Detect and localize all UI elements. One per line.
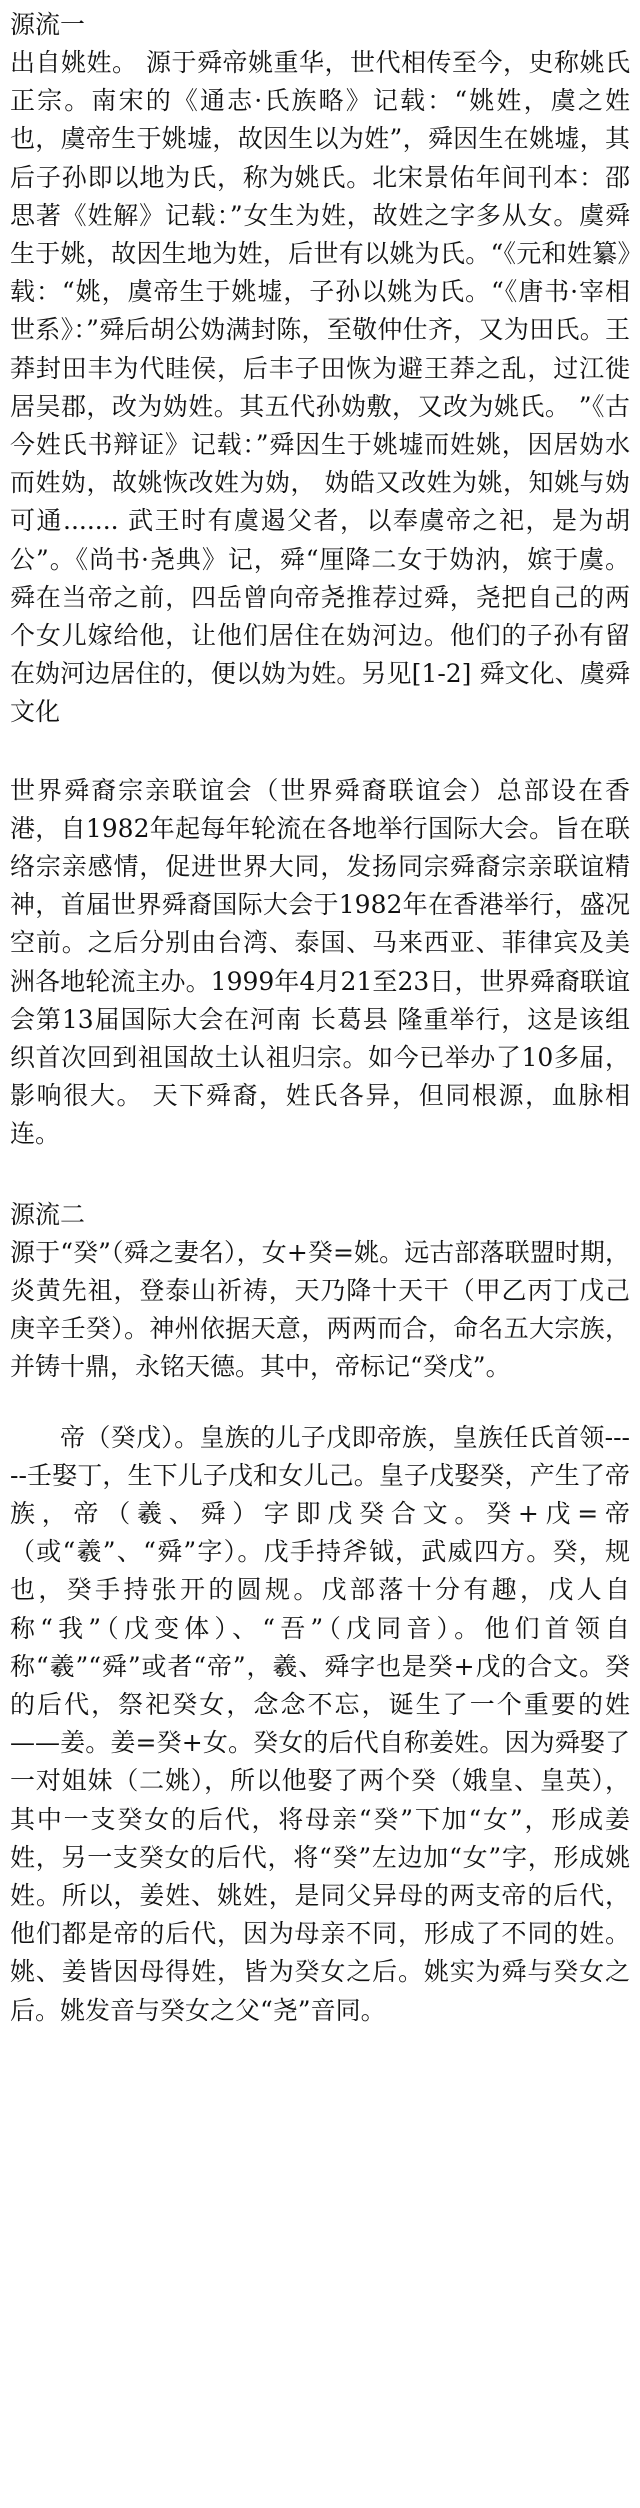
section-origin-one bbox=[10, 6, 630, 1154]
section-origin-two bbox=[10, 1196, 630, 2030]
section-title: 源流一 bbox=[10, 10, 86, 39]
paragraph-spacer bbox=[10, 732, 630, 772]
section-title: 源流二 bbox=[10, 1199, 86, 1229]
paragraph-gui-origin: 源于“癸”（舜之妻名），女+癸=姚。远古部落联盟时期，炎黄先祖，登泰山祈祷，天乃降十天干（甲乙丙丁戊己庚辛壬癸）。神州依据天意，两两而合，命名五大宗族，并铸十鼎，永铭天德。其中，帝标记“癸戊”。 bbox=[10, 1237, 630, 1382]
section-spacer bbox=[10, 1154, 630, 1196]
paragraph-spacer bbox=[10, 1387, 630, 1419]
paragraph-yao-surname-origin: 出自姚姓。 源于舜帝姚重华，世代相传至今，史称姚氏正宗。南宋的《通志·氏族略》记载：“姚姓，虞之姓也，虞帝生于姚墟，故因生以为姓”，舜因生在姚墟，其后子孙即以地为氏，称为姚氏。北宋景佑年间刊本：邵思著《姓解》记载：”女生为姓，故姓之字多从女。虞舜生于姚，故因生地为姓，后世有以姚为氏。“《元和姓纂》载：“姚，虞帝生于姚墟，子孙以姚为氏。“《唐书·宰相世系》：”舜后胡公妫满封陈，至敬仲仕齐，又为田氏。王莽封田丰为代眭侯，后丰子田恢为避王莽之乱，过江徙居吴郡，改为妫姓。其五代孙妫敷，又改为姚氏。 ”《古今姓氏书辩证》记载：”舜因生于姚墟而姓姚，因居妫水而姓妫，故姚恢改姓为妫， 妫皓又改姓为姚，知姚与妫可通....... 武王时有虞遏父者，以奉虞帝之祀，是为胡公”。《尚书·尧典》记，舜“厘降二女于妫汭，嫔于虞。 舜在当帝之前，四岳曾向帝尧推荐过舜，尧把自己的两个女儿嫁给他，让他们居住在妫河边。他们的子孙有留在妫河边居住的，便以妫为姓。另见[1-2] 舜文化、虞舜文化 bbox=[10, 48, 630, 727]
paragraph-di-gui-wu: 帝（癸戊）。皇族的儿子戊即帝族，皇族任氏首领-----壬娶丁，生下儿子戊和女儿己。皇子戊娶癸，产生了帝族，帝（羲、舜）字即戊癸合文。癸+戊=帝（或“羲”、“舜”字）。戊手持斧钺，武威四方。癸，规也，癸手持张开的圆规。戊部落十分有趣，戊人自称“我”（戊变体）、“吾”（戊同音）。他们首领自称“羲”“舜”或者“帝”，羲、舜字也是癸+戊的合文。癸的后代，祭祀癸女，念念不忘，诞生了一个重要的姓——姜。姜=癸+女。癸女的后代自称姜姓。因为舜娶了一对姐妹（二姚），所以他娶了两个癸（娥皇、皇英），其中一支癸女的后代，将母亲“癸”下加“女”，形成姜姓，另一支癸女的后代，将“癸”左边加“女”字，形成姚姓。所以，姜姓、姚姓，是同父异母的两支帝的后代，他们都是帝的后代，因为母亲不同，形成了不同的姓。姚、姜皆因母得姓，皆为癸女之后。姚实为舜与癸女之后。姚发音与癸女之父“尧”音同。 bbox=[10, 1422, 630, 2025]
paragraph-shun-clan-association: 世界舜裔宗亲联谊会（世界舜裔联谊会）总部设在香港，自1982年起每年轮流在各地举行国际大会。旨在联络宗亲感情，促进世界大同，发扬同宗舜裔宗亲联谊精神，首届世界舜裔国际大会于1982年在香港举行，盛况空前。之后分别由台湾、泰国、马来西亚、菲律宾及美洲各地轮流主办。1999年4月21至23日，世界舜裔联谊会第13届国际大会在河南 长葛县 隆重举行，这是该组织首次回到祖国故土认祖归宗。如今已举办了10多届，影响很大。 天下舜裔，姓氏各异，但同根源，血脉相连。 bbox=[10, 775, 630, 1149]
